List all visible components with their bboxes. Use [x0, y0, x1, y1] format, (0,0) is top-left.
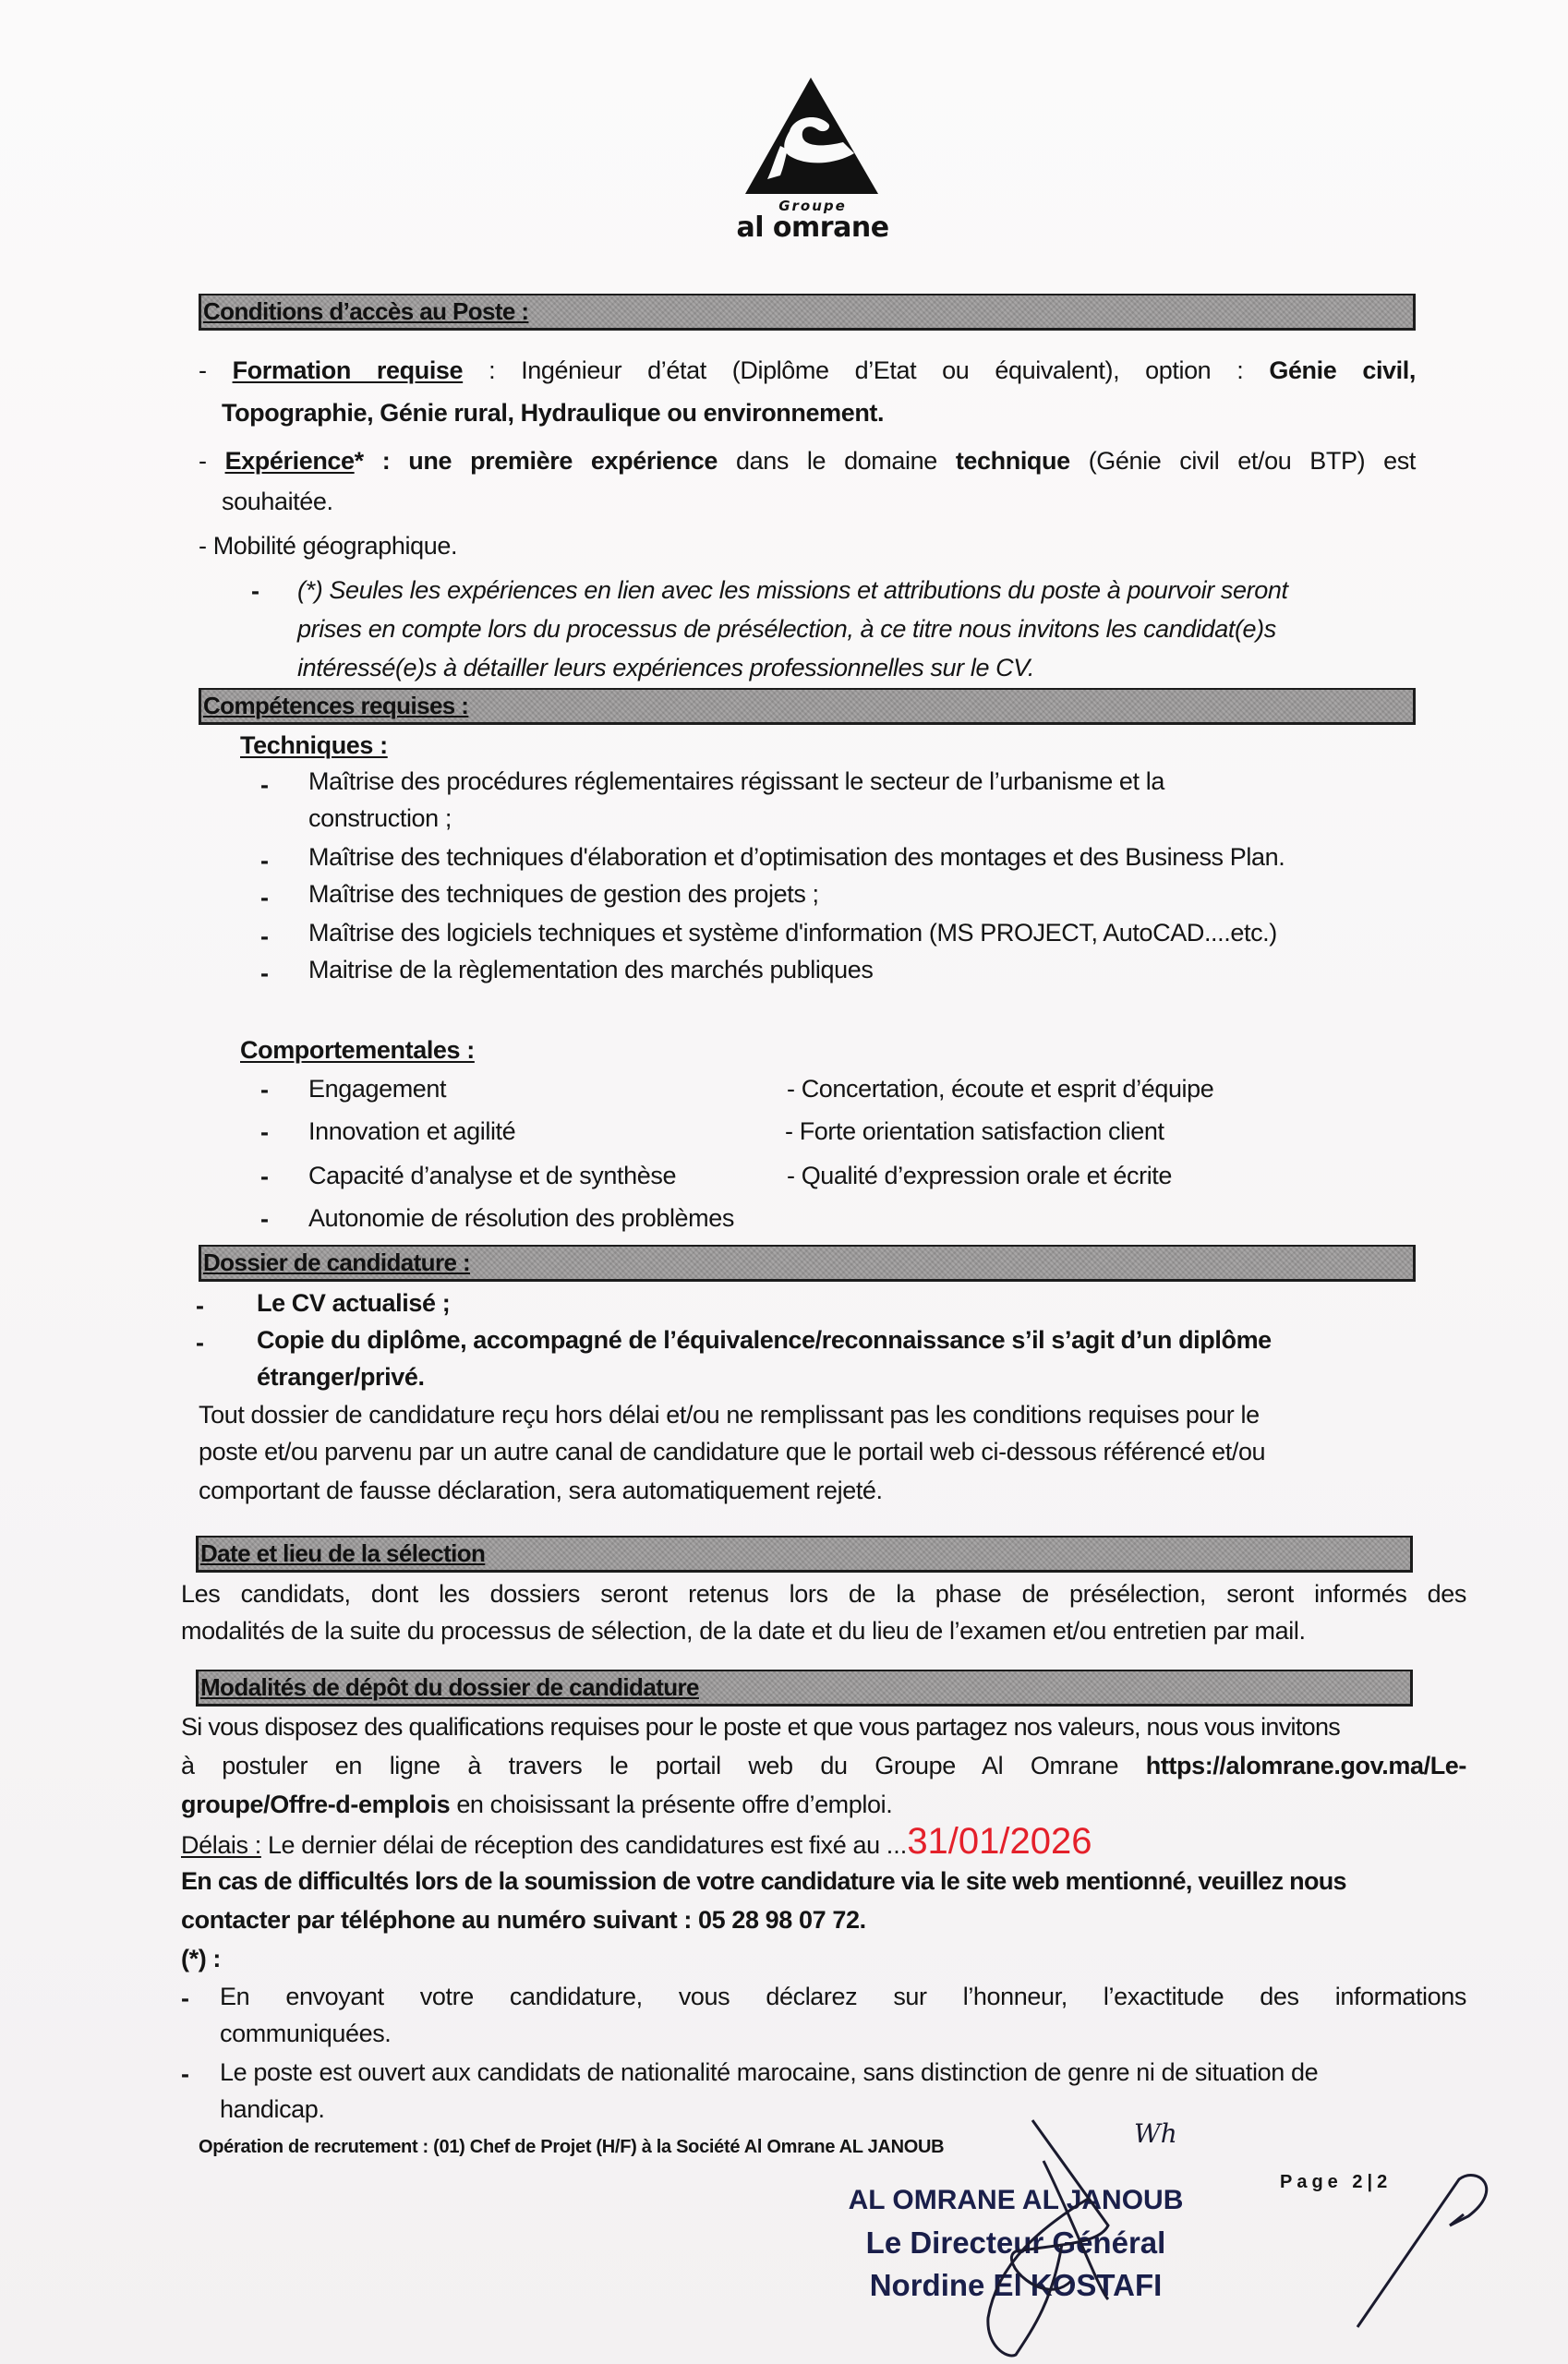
technique-item: Maîtrise des techniques de gestion des projets ;: [308, 880, 819, 908]
dossier-warning-line: poste et/ou parvenu par un autre canal de candidature que le portail web ci-dessous référencé et/ou: [199, 1438, 1266, 1465]
company-logo: [730, 76, 896, 251]
technique-item: Maîtrise des logiciels techniques et système d'information (MS PROJECT, AutoCAD....etc.): [308, 919, 1277, 947]
note-line-2: prises en compte lors du processus de présélection, à ce titre nous invitons les candidat(e)s: [297, 615, 1276, 643]
note-item: En envoyant votre candidature, vous déclarez sur l’honneur, l’exactitude des informations: [220, 1983, 1466, 2010]
note-line-1: (*) Seules les expériences en lien avec les missions et attributions du poste à pourvoir seront: [297, 576, 1288, 604]
recruitment-operation: Opération de recrutement : (01) Chef de Projet (H/F) à la Société Al Omrane AL JANOUB: [199, 2137, 945, 2157]
delais-label: Délais :: [181, 1831, 261, 1859]
experience-bold: une première expérience: [408, 447, 718, 475]
experience-line-1: - Expérience* : une première expérience dans le domaine technique (Génie civil et/ou BTP) est: [199, 447, 1416, 475]
bullet: -: [260, 923, 269, 950]
bullet: -: [260, 1205, 269, 1233]
dossier-item: Le CV actualisé ;: [257, 1289, 451, 1317]
behavior-item: Innovation et agilité: [308, 1117, 516, 1145]
bullet: -: [251, 577, 259, 605]
bullet: -: [260, 847, 269, 874]
experience-label: Expérience: [224, 447, 355, 475]
behavior-item: Capacité d’analyse et de synthèse: [308, 1162, 677, 1189]
note-item: Le poste est ouvert aux candidats de nationalité marocaine, sans distinction de genre ni de situation de: [220, 2058, 1319, 2086]
bullet: -: [260, 959, 269, 987]
experience-bold-2: technique: [955, 447, 1070, 475]
bullet: -: [181, 1984, 189, 2012]
experience-text: dans le domaine: [718, 447, 956, 475]
signature-name: Nordine El KOSTAFI: [869, 2268, 1163, 2302]
section-title: Dossier de candidature :: [203, 1248, 471, 1276]
section-title: Conditions d’accès au Poste :: [203, 297, 529, 325]
note-item-cont: communiquées.: [220, 2020, 392, 2047]
signature-title: Le Directeur Général: [865, 2225, 1166, 2260]
delais-dots: ...: [886, 1831, 908, 1859]
mobilite: - Mobilité géographique.: [199, 532, 458, 560]
technique-item: Maîtrise des techniques d'élaboration et d’optimisation des montages et des Business Plan.: [308, 843, 1285, 871]
technique-item-cont: construction ;: [308, 804, 452, 832]
al-omrane-triangle-icon: [743, 76, 882, 196]
dossier-warning-line: comportant de fausse déclaration, sera automatiquement rejeté.: [199, 1477, 883, 1504]
bullet: -: [260, 1163, 269, 1190]
section-header-dossier: [199, 1245, 1416, 1282]
experience-star: * :: [354, 447, 409, 475]
portal-url-cont[interactable]: groupe/Offre-d-emplois: [181, 1791, 451, 1818]
date-lieu-line: modalités de la suite du processus de sélection, de la date et du lieu de l’examen et/ou entretien par mail.: [181, 1617, 1306, 1645]
techniques-label: Techniques :: [240, 731, 388, 759]
bullet: -: [181, 2060, 189, 2088]
page-number: Page 2|2: [1280, 2172, 1393, 2192]
bullet: -: [260, 1118, 269, 1146]
behavior-item-right: - Forte orientation satisfaction client: [785, 1117, 1164, 1145]
section-title: Compétences requises :: [203, 692, 469, 719]
behavior-item: Engagement: [308, 1075, 447, 1103]
modalites-line-2: [181, 1747, 1466, 1784]
modalites-line-1: Si vous disposez des qualifications requises pour le poste et que vous partagez nos valeurs, nous vous invitons: [181, 1713, 1341, 1741]
formation-text: : Ingénieur d’état (Diplôme d’Etat ou équivalent), option :: [463, 356, 1270, 384]
technique-item: Maitrise de la règlementation des marchés publiques: [308, 956, 874, 983]
behavior-item: Autonomie de résolution des problèmes: [308, 1204, 734, 1232]
comportementales-label: Comportementales :: [240, 1036, 475, 1064]
dossier-item-cont: étranger/privé.: [257, 1363, 425, 1391]
paraphe-icon: [1348, 2170, 1496, 2336]
experience-line-2: souhaitée.: [222, 488, 333, 515]
bullet: -: [260, 771, 269, 799]
signature-company: AL OMRANE AL JANOUB: [848, 2185, 1184, 2215]
bullet: -: [196, 1329, 204, 1357]
modalites-text: en choisissant la présente offre d’emploi.: [450, 1791, 893, 1818]
bullet: -: [260, 1076, 269, 1104]
section-header-modalites: [196, 1670, 1413, 1707]
difficulty-line-2: contacter par téléphone au numéro suivant : 05 28 98 07 72.: [181, 1906, 866, 1934]
star-label: (*) :: [181, 1945, 221, 1972]
logo-brand-text: al omrane: [736, 211, 889, 244]
date-lieu-line: Les candidats, dont les dossiers seront retenus lors de la phase de présélection, seront informés des: [181, 1580, 1466, 1608]
dossier-warning-line: Tout dossier de candidature reçu hors délai et/ou ne remplissant pas les conditions requises pour le: [199, 1401, 1260, 1429]
formation-label: Formation requise: [232, 356, 464, 384]
dossier-item: Copie du diplôme, accompagné de l’équivalence/reconnaissance s’il s’agit d’un diplôme: [257, 1326, 1272, 1354]
behavior-item-right: - Qualité d’expression orale et écrite: [787, 1162, 1173, 1189]
formation-options: Génie civil,: [1269, 356, 1416, 384]
section-title: Date et lieu de la sélection: [200, 1539, 486, 1567]
formation-line-2: Topographie, Génie rural, Hydraulique ou environnement.: [222, 399, 885, 427]
note-item-cont: handicap.: [220, 2095, 325, 2123]
modalites-text: à postuler en ligne à travers le portail web du Groupe Al Omrane: [181, 1752, 1146, 1779]
section-title: Modalités de dépôt du dossier de candidature: [200, 1673, 699, 1701]
deadline-date: 31/01/2026: [907, 1821, 1092, 1862]
portal-url[interactable]: https://alomrane.gov.ma/Le-: [1145, 1752, 1466, 1779]
handwritten-signature-icon: [960, 2105, 1145, 2364]
difficulty-line-1: En cas de difficultés lors de la soumission de votre candidature via le site web mentionné, veuillez nous: [181, 1867, 1346, 1895]
note-line-3: intéressé(e)s à détailler leurs expériences professionnelles sur le CV.: [297, 654, 1034, 681]
behavior-item-right: - Concertation, écoute et esprit d’équipe: [787, 1075, 1214, 1103]
section-header-competences: [199, 688, 1416, 725]
modalites-line-3: [181, 1786, 892, 1823]
experience-text-2: (Génie civil et/ou BTP) est: [1069, 447, 1416, 475]
initials: Wh: [1134, 2118, 1177, 2149]
section-header-conditions: [199, 294, 1416, 331]
bullet: -: [196, 1292, 204, 1320]
delais-line: [181, 1823, 1092, 1863]
bullet: -: [260, 884, 269, 911]
logo-groupe-text: Groupe: [778, 198, 847, 214]
section-header-date-lieu: [196, 1536, 1413, 1573]
delais-text: Le dernier délai de réception des candidatures est fixé au: [260, 1831, 887, 1859]
formation-line-1: - Formation requise : Ingénieur d’état (Diplôme d’Etat ou équivalent), option : Génie civil,: [199, 356, 1416, 384]
technique-item: Maîtrise des procédures réglementaires régissant le secteur de l’urbanisme et la: [308, 767, 1164, 795]
